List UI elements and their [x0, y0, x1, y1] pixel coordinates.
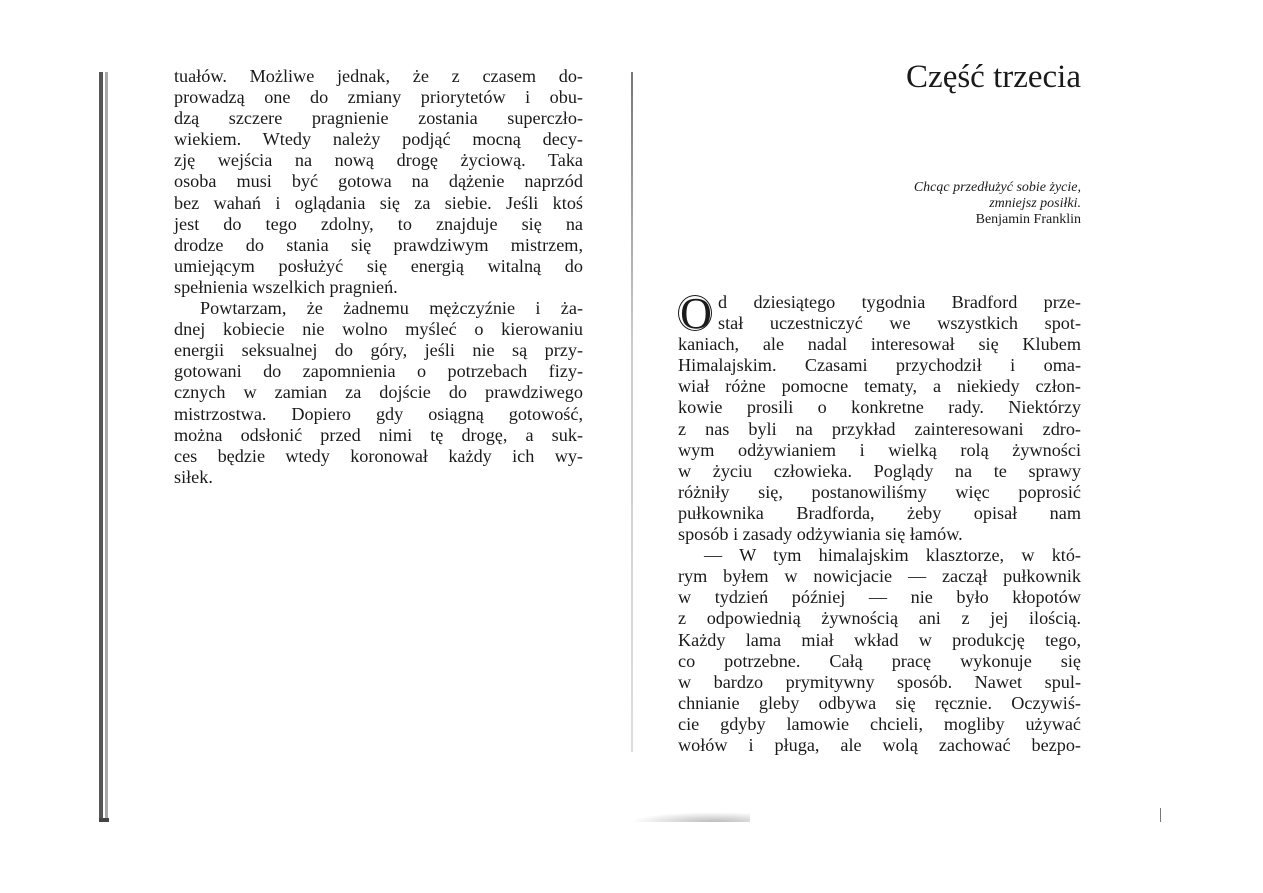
- text-line: wiekiem. Wtedy należy podjąć mocną decy-: [174, 129, 583, 150]
- text-line: zję wejścia na nową drogę życiową. Taka: [174, 150, 583, 171]
- text-line: — W tym himalajskim klasztorze, w któ-: [704, 545, 1081, 566]
- text-line: prowadzą one do zmiany priorytetów i obu-: [174, 87, 583, 108]
- text-line: rym byłem w nowicjacie — zaczął pułkownik: [678, 566, 1081, 587]
- text-line: osoba musi być gotowa na dążenie naprzód: [174, 171, 583, 192]
- gutter-shadow: [630, 812, 750, 822]
- text-line: z odpowiednią żywnością ani z jej ilością.: [678, 608, 1081, 629]
- text-line: sposób i zasady odżywiania się łamów.: [678, 524, 963, 545]
- part-title-text: Część trzecia: [906, 59, 1081, 95]
- text-line: stał uczestniczyć we wszystkich spot-: [718, 313, 1081, 334]
- text-line: wym odżywianiem i wielką rolą żywności: [678, 439, 1081, 460]
- part-title: [880, 58, 1081, 100]
- text-line: cie gdyby lamowie chcieli, mogliby używać: [678, 713, 1081, 734]
- text-line: kaniach, ale nadal interesował się Klubem: [678, 334, 1081, 355]
- text-line: mistrzostwa. Dopiero gdy osiągną gotowość,: [174, 403, 583, 424]
- text-line: dnej kobiecie nie wolno myśleć o kierowaniu: [174, 319, 583, 340]
- text-line: co potrzebne. Całą pracę wykonuje się: [678, 650, 1081, 671]
- text-line: różniły się, postanowiliśmy więc poprosić: [678, 481, 1081, 502]
- text-line: gotowani do zapomnienia o potrzebach fizy-: [174, 361, 583, 382]
- text-line: siłek.: [174, 466, 213, 487]
- binding-edge-dark: [99, 72, 103, 822]
- epigraph: [840, 180, 1081, 228]
- text-line: tuałów. Możliwe jednak, że z czasem do-: [174, 66, 583, 86]
- text-line: w tydzień później — nie było kłopotów: [678, 587, 1081, 608]
- epigraph-quote-line-1: Chcąc przedłużyć sobie życie,: [913, 180, 1081, 195]
- text-line: kowie prosili o konkretne rady. Niektórzy: [678, 397, 1081, 418]
- text-line: umiejącym posłużyć się energią witalną do: [174, 255, 583, 276]
- text-line: cznych w zamian za dojście do prawdziwego: [174, 382, 583, 403]
- text-line: Powtarzam, że żadnemu mężczyźnie i ża-: [200, 298, 583, 319]
- text-line: jest do tego zdolny, to znajduje się na: [174, 213, 583, 234]
- text-line: można odsłonić przed nimi tę drogę, a suk-: [174, 424, 583, 445]
- epigraph-quote-line-2: zmniejsz posiłki.: [989, 196, 1081, 211]
- text-line: drodze do stania się prawdziwym mistrzem,: [174, 234, 583, 255]
- text-line: z nas byli na przykład zainteresowani zdro-: [678, 418, 1081, 439]
- text-line: energii seksualnej do góry, jeśli nie są przy-: [174, 340, 583, 361]
- text-line: Himalajskim. Czasami przychodził i oma-: [678, 355, 1081, 376]
- binding-edge-foot: [99, 818, 109, 822]
- page-edge-mark: [1160, 808, 1161, 822]
- text-line: dzą szczere pragnienie zostania superczło-: [174, 108, 583, 129]
- text-line: wołów i pługa, ale wolą zachować bezpo-: [678, 734, 1081, 755]
- text-line: wiał różne pomocne tematy, a niekiedy człon-: [678, 376, 1081, 397]
- text-line: d dziesiątego tygodnia Bradford prze-: [718, 292, 1081, 312]
- left-page-text: [174, 66, 583, 488]
- right-page-text: [678, 289, 1081, 756]
- text-line: w życiu człowieka. Poglądy na te sprawy: [678, 460, 1081, 481]
- text-line: Każdy lama miał wkład w produkcję tego,: [678, 629, 1081, 650]
- drop-cap: O: [680, 289, 712, 338]
- text-line: chnianie gleby odbywa się ręcznie. Oczywiś-: [678, 692, 1081, 713]
- center-gutter: [631, 72, 633, 752]
- epigraph-author: Benjamin Franklin: [975, 212, 1081, 227]
- text-line: spełnienia wszelkich pragnień.: [174, 276, 398, 297]
- text-line: pułkownika Bradforda, żeby opisał nam: [678, 502, 1081, 523]
- text-line: w bardzo prymitywny sposób. Nawet spul-: [678, 671, 1081, 692]
- binding-edge-light: [105, 72, 108, 822]
- text-line: bez wahań i oglądania się za siebie. Jeśli ktoś: [174, 192, 583, 213]
- text-line: ces będzie wtedy koronował każdy ich wy-: [174, 445, 583, 466]
